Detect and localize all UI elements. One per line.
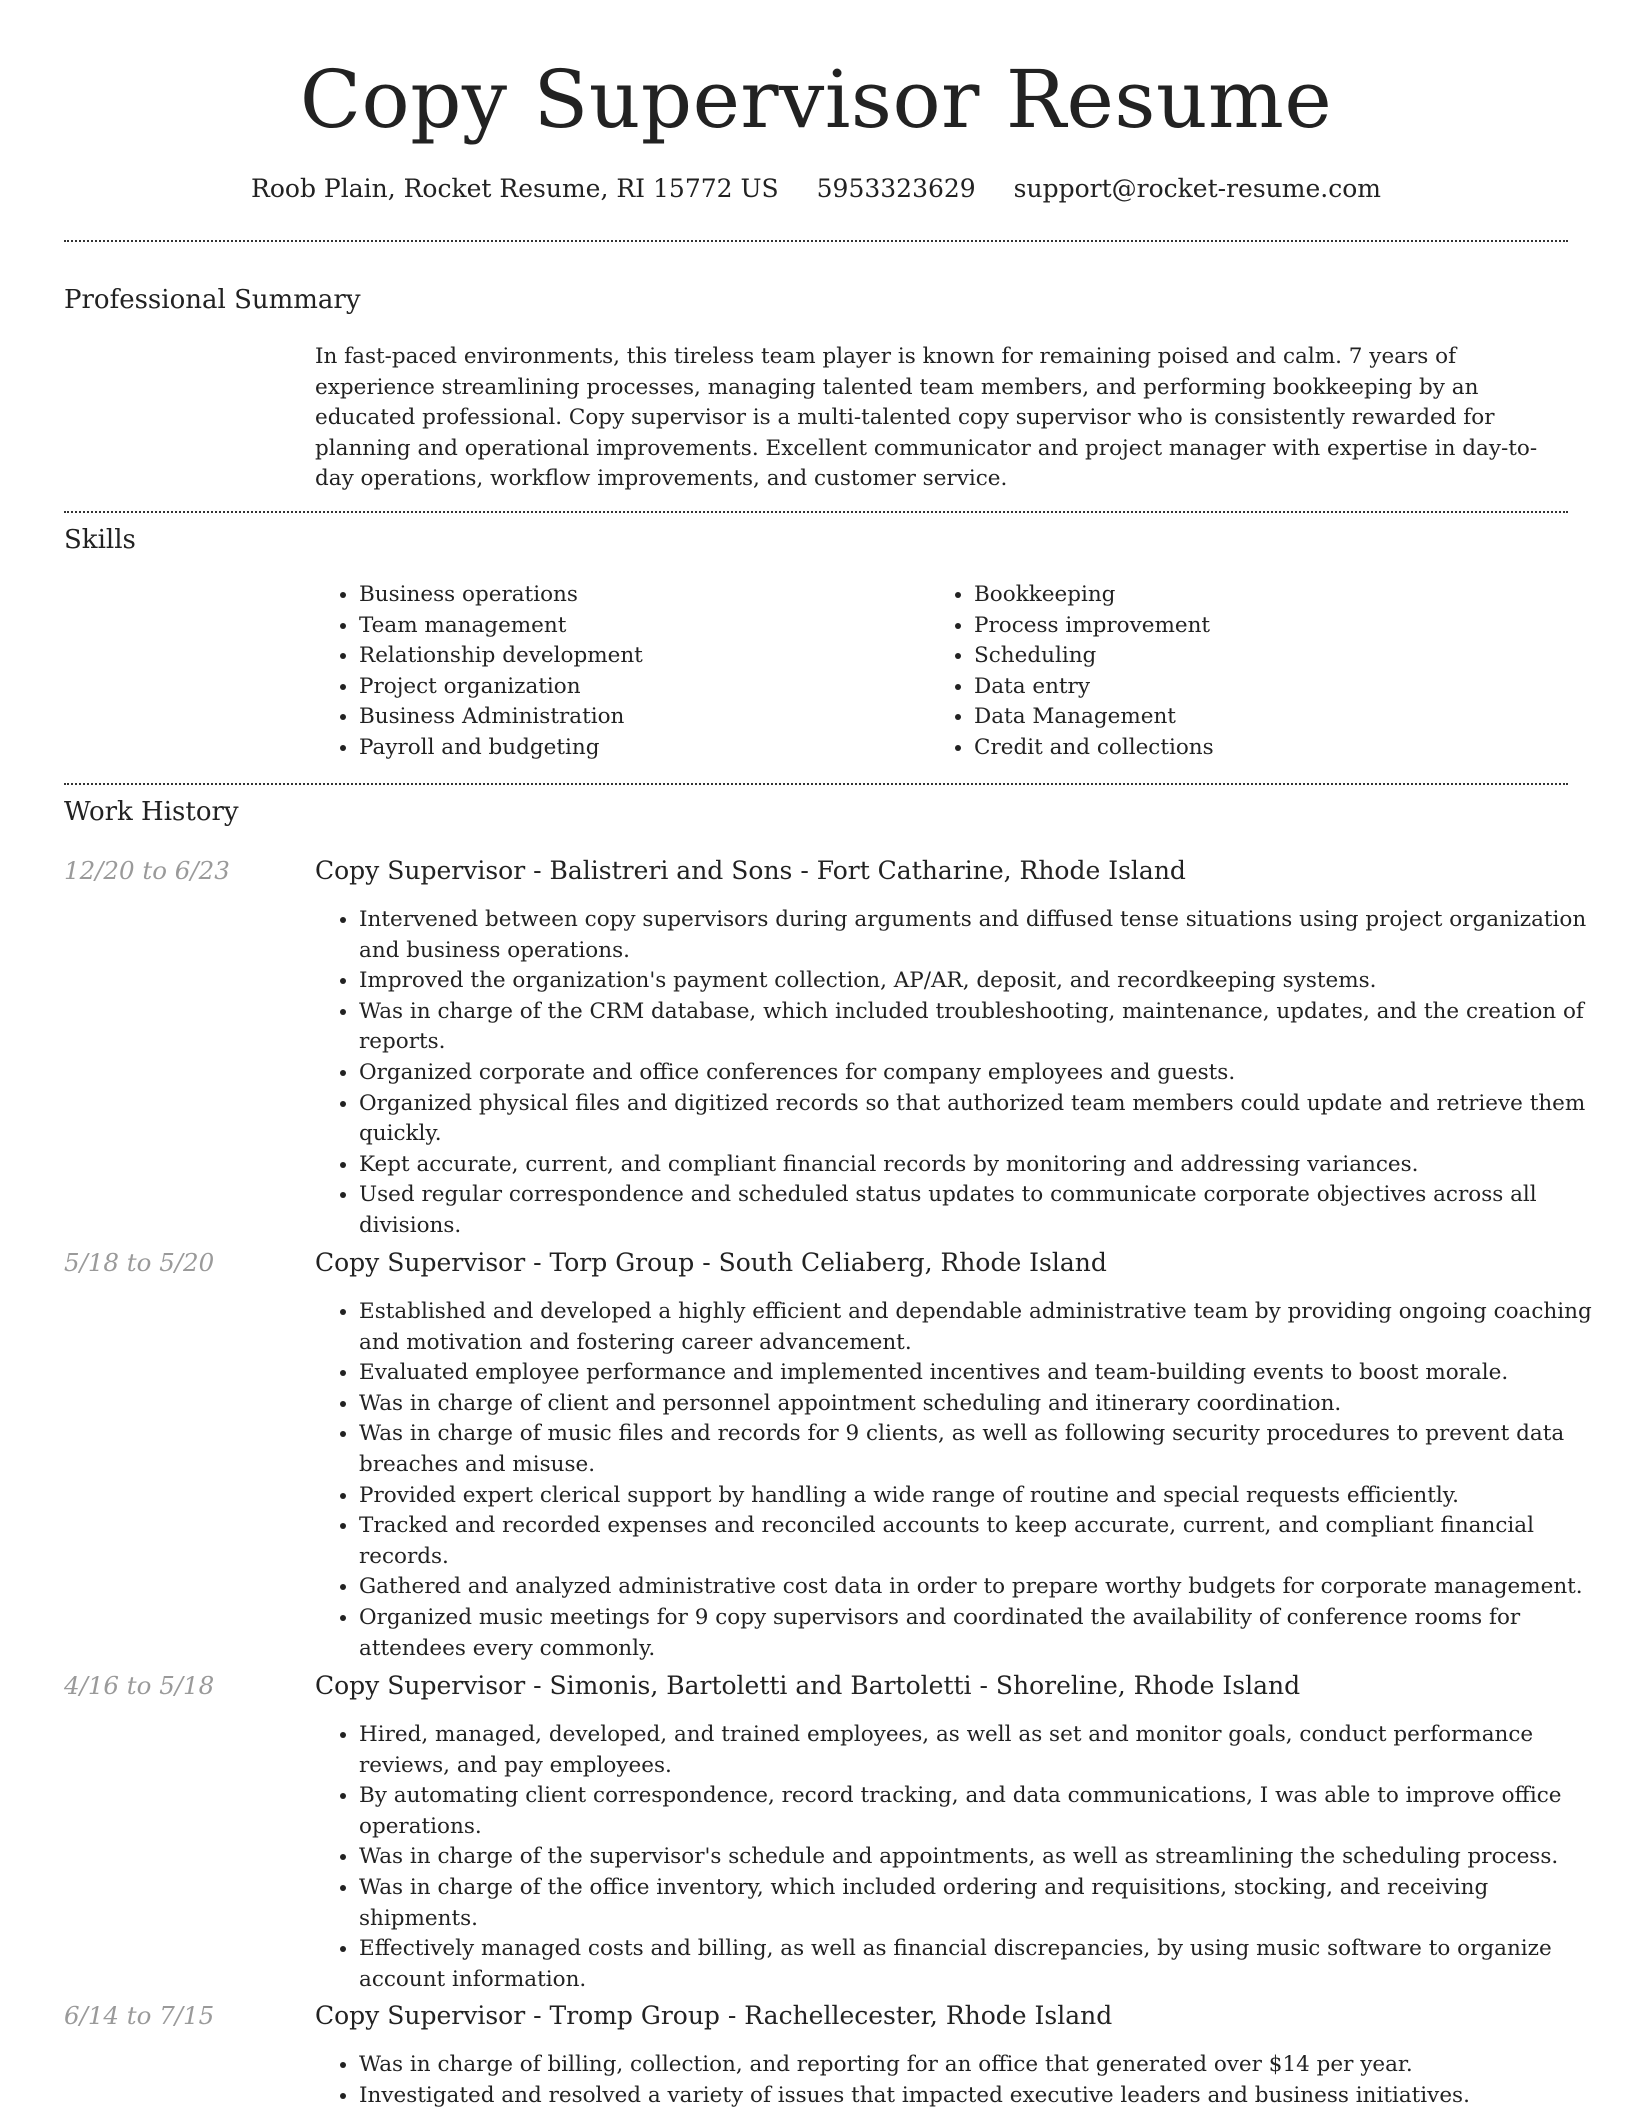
skill-item: • Project organization <box>359 672 643 703</box>
skill-item: • Team management <box>359 611 643 642</box>
job-bullet: • Gathered and analyzed administrative cost data in order to prepare worthy budgets for corporate management. <box>359 1572 1609 1603</box>
job-dates: 5/18 to 5/20 <box>64 1248 215 1277</box>
skill-item: • Data Management <box>974 702 1214 733</box>
divider <box>64 240 1568 242</box>
contact-phone: 5953323629 <box>816 174 976 203</box>
job-bullets <box>315 1297 1609 1664</box>
job-bullet: • Effectively managed costs and billing, as well as financial discrepancies, by using music software to organize account information. <box>359 1934 1609 1995</box>
job-title: Copy Supervisor - Balistreri and Sons - Fort Catharine, Rhode Island <box>315 856 1186 885</box>
job-bullet: • Was in charge of billing, collection, and reporting for an office that generated over $14 per year. <box>359 2050 1609 2081</box>
job-dates: 6/14 to 7/15 <box>64 2001 215 2030</box>
resume-title: Copy Supervisor Resume <box>299 53 1333 146</box>
contact-line <box>0 171 1632 207</box>
skill-item: • Credit and collections <box>974 733 1214 764</box>
contact-email[interactable]: support@rocket-resume.com <box>1013 174 1381 203</box>
job-bullet: • Hired, managed, developed, and trained employees, as well as set and monitor goals, conduct performance reviews, and pay employees. <box>359 1720 1609 1781</box>
contact-address: Roob Plain, Rocket Resume, RI 15772 US <box>251 174 779 203</box>
job-bullets <box>315 2050 1609 2111</box>
skill-item: • Bookkeeping <box>974 580 1214 611</box>
job-bullet: • By automating client correspondence, record tracking, and data communications, I was able to improve office operations. <box>359 1781 1609 1842</box>
job-bullets <box>315 1720 1609 1995</box>
job-bullet: • Was in charge of the CRM database, which included troubleshooting, maintenance, updates, and the creation of reports. <box>359 997 1609 1058</box>
skill-item: • Process improvement <box>974 611 1214 642</box>
job-bullet: • Kept accurate, current, and compliant financial records by monitoring and addressing variances. <box>359 1150 1609 1181</box>
job-bullet: • Improved the organization's payment collection, AP/AR, deposit, and recordkeeping systems. <box>359 966 1609 997</box>
job-bullet: • Organized physical files and digitized records so that authorized team members could update and retrieve them quickly. <box>359 1089 1609 1150</box>
job-bullet: • Evaluated employee performance and implemented incentives and team-building events to boost morale. <box>359 1358 1609 1389</box>
skills-list-left <box>315 580 643 764</box>
job-dates: 4/16 to 5/18 <box>64 1671 215 1700</box>
summary-text: In fast-paced environments, this tireless team player is known for remaining poised and calm. 7 years of experience streamlining processes, managing talented team members, and performing bookkeeping by an educated professional. Copy supervisor is a multi-talented copy supervisor who is consistently rewarded for planning and operational improvements. Excellent communicator and project manager with expertise in day-to-day operations, workflow improvements, and customer service. <box>315 344 1538 492</box>
skills-heading: Skills <box>64 525 136 555</box>
job-title: Copy Supervisor - Simonis, Bartoletti and Bartoletti - Shoreline, Rhode Island <box>315 1671 1301 1700</box>
summary-heading: Professional Summary <box>64 285 361 315</box>
job-dates: 12/20 to 6/23 <box>64 856 230 885</box>
job-bullet: • Used regular correspondence and scheduled status updates to communicate corporate objectives across all divisions. <box>359 1180 1609 1241</box>
skill-item: • Business Administration <box>359 702 643 733</box>
job-bullet: • Tracked and recorded expenses and reconciled accounts to keep accurate, current, and compliant financial records. <box>359 1511 1609 1572</box>
job-bullet: • Provided expert clerical support by handling a wide range of routine and special requests efficiently. <box>359 1481 1609 1512</box>
job-bullet: • Was in charge of client and personnel appointment scheduling and itinerary coordination. <box>359 1389 1609 1420</box>
job-bullet: • Intervened between copy supervisors during arguments and diffused tense situations using project organization and business operations. <box>359 905 1609 966</box>
divider <box>64 783 1568 785</box>
job-bullet: • Was in charge of the office inventory, which included ordering and requisitions, stocking, and receiving shipments. <box>359 1873 1609 1934</box>
job-title: Copy Supervisor - Tromp Group - Rachellecester, Rhode Island <box>315 2001 1113 2030</box>
skill-item: • Scheduling <box>974 641 1214 672</box>
job-bullet: • Was in charge of the supervisor's schedule and appointments, as well as streamlining the scheduling process. <box>359 1842 1609 1873</box>
job-bullet: • Organized music meetings for 9 copy supervisors and coordinated the availability of conference rooms for attendees every commonly. <box>359 1603 1609 1664</box>
skill-item: • Business operations <box>359 580 643 611</box>
skills-list-right <box>930 580 1214 764</box>
job-bullets <box>315 905 1609 1242</box>
job-bullet: • Established and developed a highly efficient and dependable administrative team by providing ongoing coaching and motivation and fostering career advancement. <box>359 1297 1609 1358</box>
skill-item: • Data entry <box>974 672 1214 703</box>
job-bullet: • Investigated and resolved a variety of issues that impacted executive leaders and business initiatives. <box>359 2081 1609 2112</box>
job-bullet: • Organized corporate and office conferences for company employees and guests. <box>359 1058 1609 1089</box>
skill-item: • Payroll and budgeting <box>359 733 643 764</box>
job-title: Copy Supervisor - Torp Group - South Celiaberg, Rhode Island <box>315 1248 1107 1277</box>
skill-item: • Relationship development <box>359 641 643 672</box>
work-heading: Work History <box>64 797 239 827</box>
job-bullet: • Was in charge of music files and records for 9 clients, as well as following security procedures to prevent data breaches and misuse. <box>359 1419 1609 1480</box>
divider <box>64 511 1568 513</box>
